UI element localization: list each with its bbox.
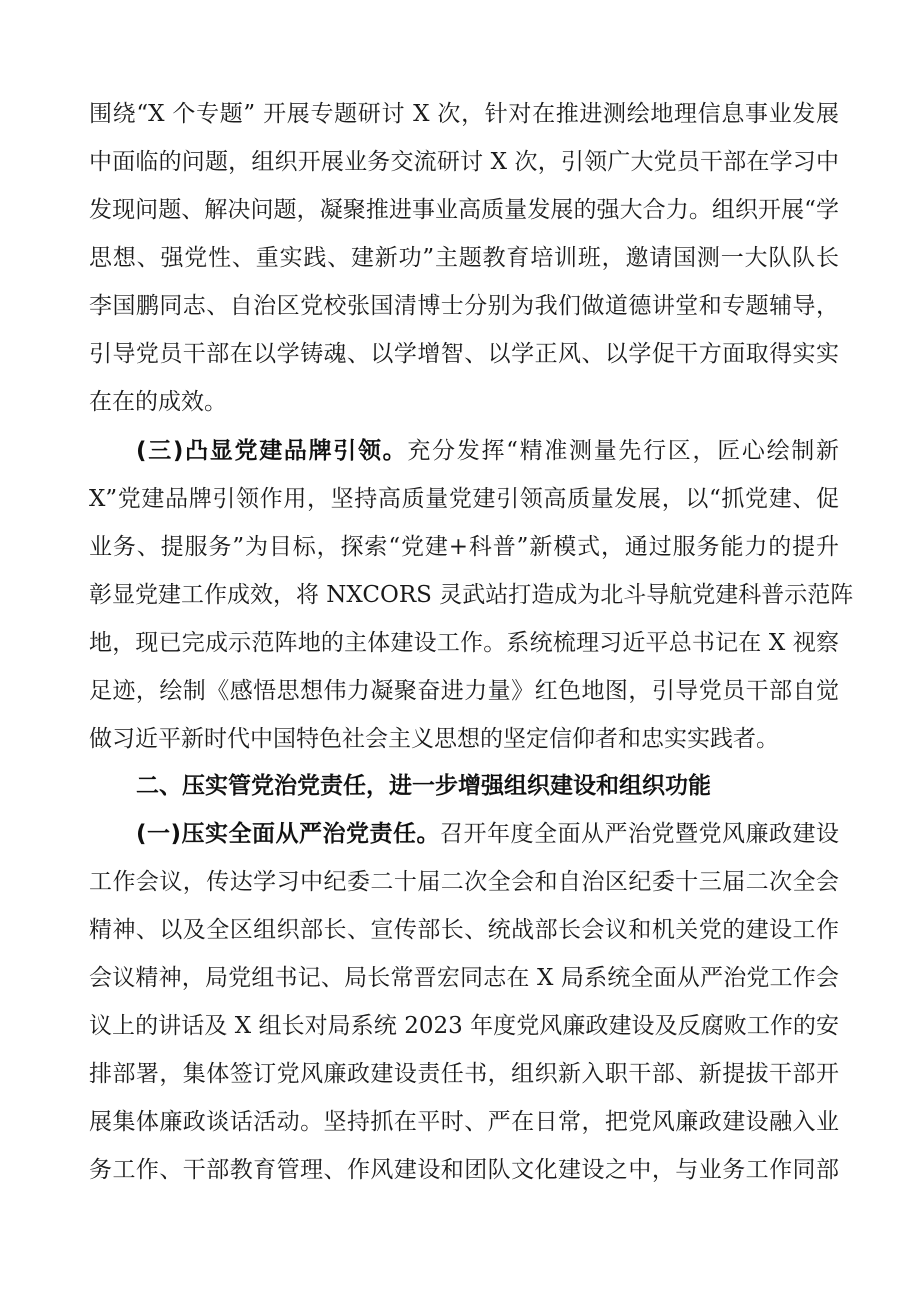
paragraph-2-line-5: 地，现已完成示范阵地的主体建设工作。系统梳理习近平总书记在 X 视察	[89, 630, 839, 656]
paragraph-1-line-1: 围绕“X 个专题” 开展专题研讨 X 次，针对在推进测绘地理信息事业发展	[89, 101, 839, 127]
section-heading: 二、压实管党治党责任，进一步增强组织建设和组织功能	[136, 773, 711, 799]
paragraph-3-first-rest: 召开年度全面从严治党暨党风廉政建设	[440, 821, 839, 847]
paragraph-1-line-6: 引导党员干部在以学铸魂、以学增智、以学正风、以学促干方面取得实实	[89, 341, 839, 367]
paragraph-1-line-3: 发现问题、解决问题，凝聚推进事业高质量发展的强大合力。组织开展“学	[89, 197, 839, 223]
paragraph-2-line-4: 彰显党建工作成效，将 NXCORS 灵武站打造成为北斗导航党建科普示范阵	[89, 582, 854, 608]
paragraph-3-line-5: 议上的讲话及 X 组长对局系统 2023 年度党风廉政建设及反腐败工作的安	[89, 1013, 839, 1039]
paragraph-3-line-3: 精神、以及全区组织部长、宣传部长、统战部长会议和机关党的建设工作	[89, 917, 839, 943]
paragraph-2-line-7: 做习近平新时代中国特色社会主义思想的坚定信仰者和忠实实践者。	[89, 726, 779, 752]
paragraph-2-line-2: X”党建品牌引领作用，坚持高质量党建引领高质量发展，以“抓党建、促	[89, 486, 839, 512]
paragraph-3-line-1	[136, 810, 839, 858]
paragraph-2-first-rest: 充分发挥“精准测量先行区，匠心绘制新	[407, 438, 839, 464]
paragraph-2-line-3: 业务、提服务”为目标，探索“党建+科普”新模式，通过服务能力的提升	[89, 534, 839, 560]
paragraph-1-line-2: 中面临的问题，组织开展业务交流研讨 X 次，引领广大党员干部在学习中	[89, 149, 839, 175]
paragraph-3-line-6: 排部署，集体签订党风廉政建设责任书，组织新入职干部、新提拔干部开	[89, 1061, 839, 1087]
paragraph-1-line-4: 思想、强党性、重实践、建新功”主题教育培训班，邀请国测一大队队长	[89, 245, 839, 271]
paragraph-3-line-4: 会议精神，局党组书记、局长常晋宏同志在 X 局系统全面从严治党工作会	[89, 965, 839, 991]
paragraph-1-line-5: 李国鹏同志、自治区党校张国清博士分别为我们做道德讲堂和专题辅导，	[89, 293, 839, 319]
paragraph-3-line-8: 务工作、干部教育管理、作风建设和团队文化建设之中，与业务工作同部	[89, 1157, 839, 1183]
paragraph-3-line-7: 展集体廉政谈话活动。坚持抓在平时、严在日常，把党风廉政建设融入业	[89, 1109, 839, 1135]
paragraph-1-line-7: 在在的成效。	[89, 389, 227, 415]
paragraph-2-lead: (三)凸显党建品牌引领。	[136, 438, 408, 464]
paragraph-3-line-2: 工作会议，传达学习中纪委二十届二次全会和自治区纪委十三届二次全会	[89, 869, 839, 895]
paragraph-2-line-1	[136, 427, 839, 475]
paragraph-3-lead: (一)压实全面从严治党责任。	[136, 821, 441, 847]
paragraph-2-line-6: 足迹，绘制《感悟思想伟力凝聚奋进力量》红色地图，引导党员干部自觉	[89, 678, 839, 704]
